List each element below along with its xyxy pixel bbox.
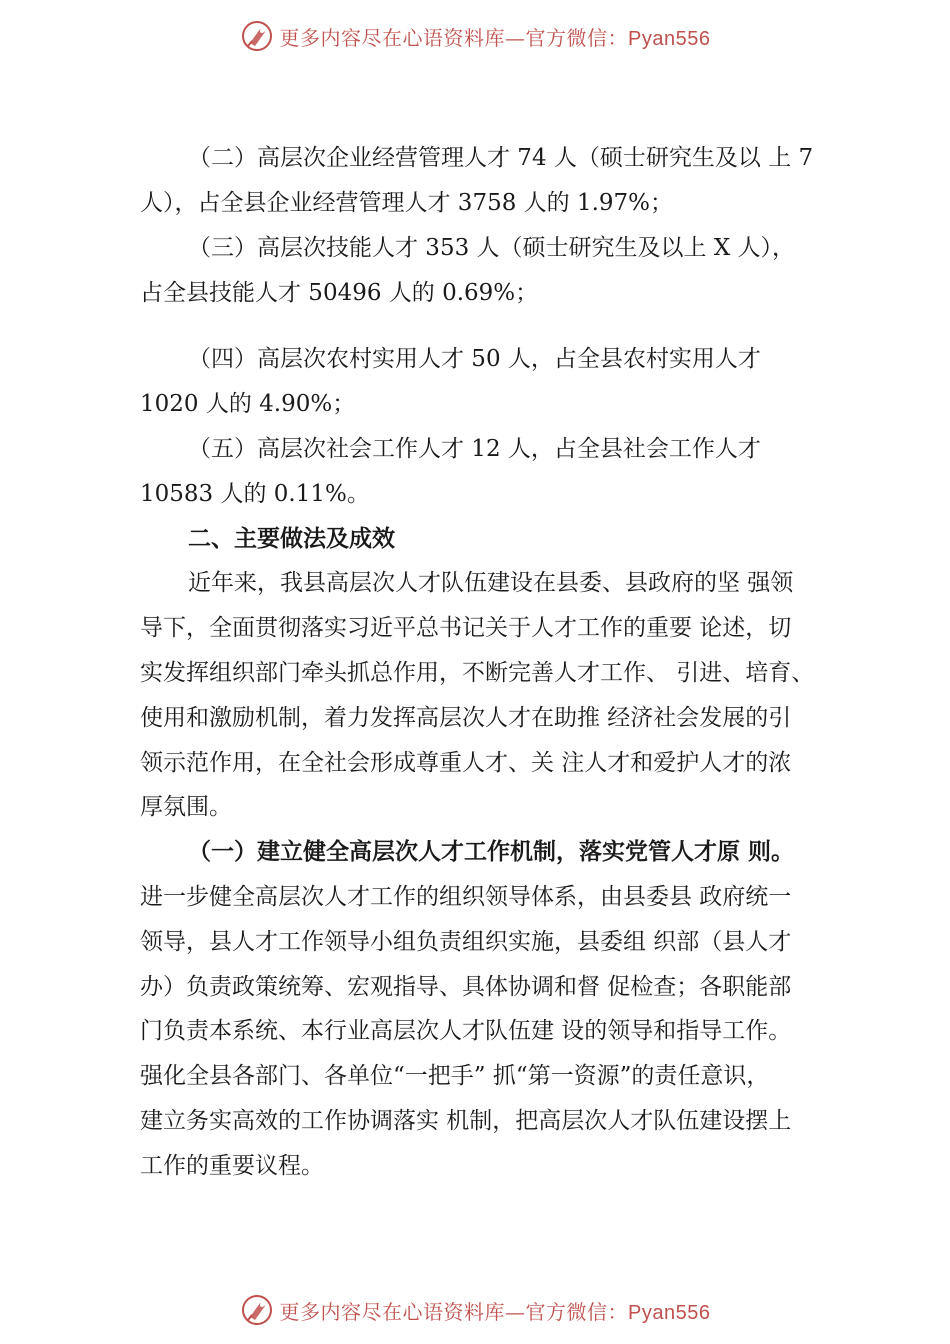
- paragraph-line: 导下，全面贯彻落实习近平总书记关于人才工作的重要 论述，切: [140, 615, 792, 641]
- paragraph-line: 人），占全县企业经营管理人才 3758 人的 1.97%；: [140, 190, 674, 216]
- paragraph-line: 领示范作用，在全社会形成尊重人才、关 注人才和爱护人才的浓: [140, 750, 792, 776]
- paragraph-line: （二）高层次企业经营管理人才 74 人（硕士研究生及以 上 7: [188, 145, 814, 171]
- paragraph-line: 进一步健全高层次人才工作的组织领导体系，由县委县 政府统一: [140, 884, 792, 910]
- paragraph-line: 实发挥组织部门牵头抓总作用，不断完善人才工作、 引进、培育、: [140, 660, 815, 686]
- paragraph-line: （四）高层次农村实用人才 50 人，占全县农村实用人才: [188, 346, 761, 372]
- paragraph-line: （三）高层次技能人才 353 人（硕士研究生及以上 X 人），: [188, 235, 796, 261]
- paragraph-line: 近年来，我县高层次人才队伍建设在县委、县政府的坚 强领: [188, 570, 794, 596]
- paragraph-line: 门负责本系统、本行业高层次人才队伍建 设的领导和指导工作。: [140, 1018, 792, 1044]
- pen-nib-icon: [240, 19, 274, 53]
- paragraph-line: 占全县技能人才 50496 人的 0.69%；: [140, 280, 539, 306]
- paragraph-line: 工作的重要议程。: [140, 1153, 324, 1179]
- paragraph-line: 办）负责政策统筹、宏观指导、具体协调和督 促检查；各职能部: [140, 974, 792, 1000]
- paragraph-line: 使用和激励机制，着力发挥高层次人才在助推 经济社会发展的引: [140, 705, 792, 731]
- paragraph-line: 领导，县人才工作领导小组负责组织实施，县委组 织部（县人才: [140, 929, 792, 955]
- paragraph-line: （五）高层次社会工作人才 12 人，占全县社会工作人才: [188, 436, 761, 462]
- paragraph-line: 1020 人的 4.90%；: [140, 391, 356, 417]
- paragraph-line: 强化全县各部门、各单位“一把手” 抓“第一资源”的责任意识，: [140, 1063, 770, 1089]
- watermark-text: 更多内容尽在心语资料库—官方微信：Pyan556: [279, 25, 711, 50]
- paragraph-line: 10583 人的 0.11%。: [140, 481, 370, 507]
- paragraph-line: 建立务实高效的工作协调落实 机制，把高层次人才队伍建设摆上: [140, 1108, 792, 1134]
- watermark-banner-bottom: [0, 1290, 950, 1330]
- watermark-banner-top: [0, 16, 950, 56]
- subsection-heading: （一）建立健全高层次人才工作机制，落实党管人才原 则。: [188, 839, 795, 865]
- pen-nib-icon: [240, 1293, 274, 1327]
- paragraph-line: 厚氛围。: [140, 794, 232, 820]
- section-heading: 二、主要做法及成效: [188, 526, 395, 552]
- watermark-text: 更多内容尽在心语资料库—官方微信：Pyan556: [279, 1299, 711, 1324]
